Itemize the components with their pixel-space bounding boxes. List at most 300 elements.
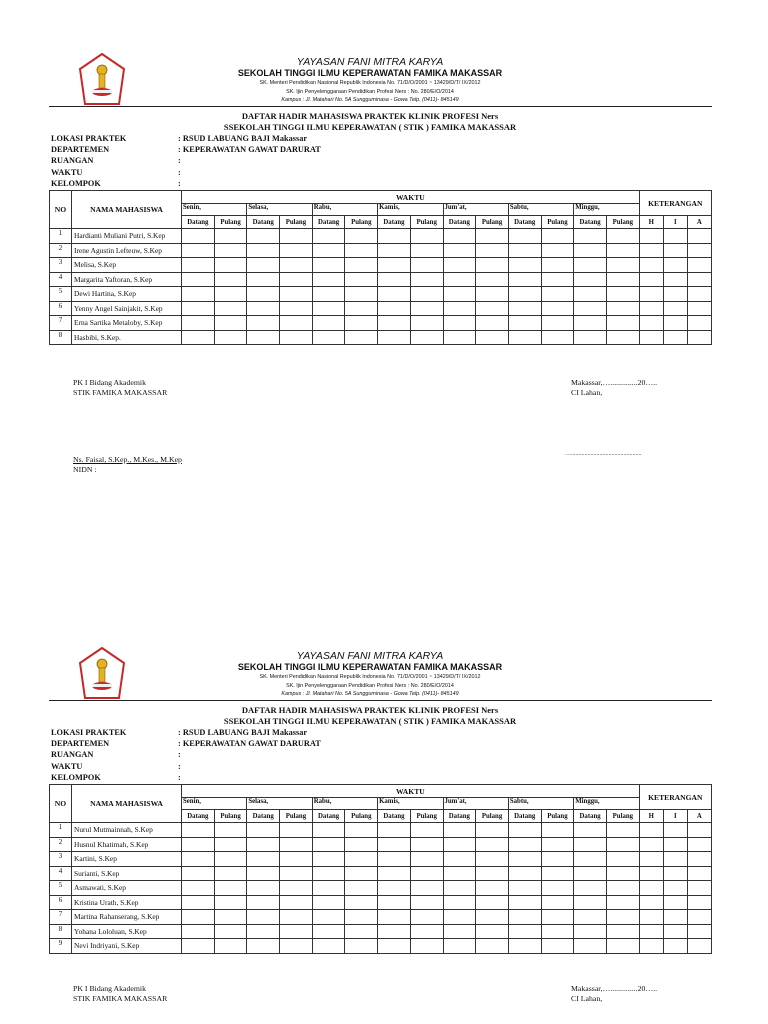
attendance-cell[interactable] — [312, 316, 345, 331]
attendance-cell[interactable] — [606, 852, 639, 867]
attendance-cell[interactable] — [378, 287, 411, 302]
attendance-cell[interactable] — [574, 258, 607, 273]
attendance-cell[interactable] — [541, 272, 574, 287]
attendance-cell[interactable] — [574, 287, 607, 302]
attendance-cell[interactable] — [214, 301, 247, 316]
attendance-cell[interactable] — [443, 939, 476, 954]
attendance-cell[interactable] — [508, 881, 541, 896]
attendance-cell[interactable] — [606, 924, 639, 939]
attendance-cell[interactable] — [410, 316, 443, 331]
attendance-cell[interactable] — [606, 243, 639, 258]
attendance-cell[interactable] — [312, 852, 345, 867]
attendance-cell[interactable] — [663, 866, 687, 881]
attendance-cell[interactable] — [476, 287, 509, 302]
attendance-cell[interactable] — [508, 272, 541, 287]
attendance-cell[interactable] — [214, 924, 247, 939]
attendance-cell[interactable] — [247, 258, 280, 273]
attendance-cell[interactable] — [541, 258, 574, 273]
attendance-cell[interactable] — [574, 910, 607, 925]
attendance-cell[interactable] — [663, 229, 687, 244]
attendance-cell[interactable] — [182, 330, 215, 345]
attendance-cell[interactable] — [476, 243, 509, 258]
attendance-cell[interactable] — [378, 852, 411, 867]
attendance-cell[interactable] — [574, 316, 607, 331]
attendance-cell[interactable] — [663, 287, 687, 302]
attendance-cell[interactable] — [247, 924, 280, 939]
attendance-cell[interactable] — [378, 272, 411, 287]
attendance-cell[interactable] — [410, 287, 443, 302]
attendance-cell[interactable] — [247, 287, 280, 302]
attendance-cell[interactable] — [182, 852, 215, 867]
attendance-cell[interactable] — [378, 895, 411, 910]
attendance-cell[interactable] — [214, 258, 247, 273]
attendance-cell[interactable] — [214, 229, 247, 244]
attendance-cell[interactable] — [476, 910, 509, 925]
attendance-cell[interactable] — [541, 243, 574, 258]
attendance-cell[interactable] — [378, 243, 411, 258]
attendance-cell[interactable] — [476, 301, 509, 316]
attendance-cell[interactable] — [541, 866, 574, 881]
attendance-cell[interactable] — [312, 301, 345, 316]
attendance-cell[interactable] — [312, 272, 345, 287]
attendance-cell[interactable] — [280, 823, 313, 838]
attendance-cell[interactable] — [574, 823, 607, 838]
attendance-cell[interactable] — [345, 229, 378, 244]
attendance-cell[interactable] — [182, 823, 215, 838]
attendance-cell[interactable] — [639, 287, 663, 302]
attendance-cell[interactable] — [182, 939, 215, 954]
attendance-cell[interactable] — [312, 924, 345, 939]
attendance-cell[interactable] — [410, 910, 443, 925]
attendance-cell[interactable] — [687, 301, 711, 316]
attendance-cell[interactable] — [687, 910, 711, 925]
attendance-cell[interactable] — [663, 243, 687, 258]
attendance-cell[interactable] — [476, 258, 509, 273]
attendance-cell[interactable] — [247, 837, 280, 852]
attendance-cell[interactable] — [345, 910, 378, 925]
attendance-cell[interactable] — [280, 910, 313, 925]
attendance-cell[interactable] — [182, 301, 215, 316]
attendance-cell[interactable] — [247, 910, 280, 925]
attendance-cell[interactable] — [541, 895, 574, 910]
attendance-cell[interactable] — [508, 924, 541, 939]
attendance-cell[interactable] — [574, 924, 607, 939]
attendance-cell[interactable] — [687, 852, 711, 867]
attendance-cell[interactable] — [508, 823, 541, 838]
attendance-cell[interactable] — [663, 301, 687, 316]
attendance-cell[interactable] — [247, 301, 280, 316]
attendance-cell[interactable] — [639, 939, 663, 954]
attendance-cell[interactable] — [476, 852, 509, 867]
attendance-cell[interactable] — [443, 924, 476, 939]
attendance-cell[interactable] — [541, 330, 574, 345]
attendance-cell[interactable] — [214, 939, 247, 954]
attendance-cell[interactable] — [345, 316, 378, 331]
attendance-cell[interactable] — [378, 939, 411, 954]
attendance-cell[interactable] — [606, 330, 639, 345]
attendance-cell[interactable] — [574, 866, 607, 881]
attendance-cell[interactable] — [574, 301, 607, 316]
attendance-cell[interactable] — [247, 823, 280, 838]
attendance-cell[interactable] — [687, 229, 711, 244]
ci-label: CI Lahan, — [571, 994, 603, 1003]
attendance-cell[interactable] — [214, 823, 247, 838]
attendance-cell[interactable] — [508, 866, 541, 881]
attendance-cell[interactable] — [687, 881, 711, 896]
attendance-cell[interactable] — [312, 895, 345, 910]
attendance-cell[interactable] — [214, 881, 247, 896]
attendance-cell[interactable] — [443, 272, 476, 287]
letterhead — [170, 650, 570, 699]
attendance-cell[interactable] — [606, 229, 639, 244]
attendance-cell[interactable] — [312, 287, 345, 302]
attendance-cell[interactable] — [247, 939, 280, 954]
attendance-cell[interactable] — [312, 243, 345, 258]
attendance-cell[interactable] — [443, 895, 476, 910]
attendance-cell[interactable] — [508, 939, 541, 954]
attendance-cell[interactable] — [508, 287, 541, 302]
attendance-cell[interactable] — [476, 316, 509, 331]
attendance-cell[interactable] — [574, 837, 607, 852]
attendance-cell[interactable] — [443, 881, 476, 896]
attendance-cell[interactable] — [574, 895, 607, 910]
attendance-cell[interactable] — [410, 866, 443, 881]
attendance-cell[interactable] — [410, 243, 443, 258]
attendance-cell[interactable] — [476, 924, 509, 939]
attendance-cell[interactable] — [182, 881, 215, 896]
attendance-cell[interactable] — [541, 852, 574, 867]
attendance-cell[interactable] — [687, 866, 711, 881]
attendance-cell[interactable] — [508, 316, 541, 331]
attendance-cell[interactable] — [410, 924, 443, 939]
attendance-cell[interactable] — [663, 272, 687, 287]
attendance-cell[interactable] — [378, 881, 411, 896]
attendance-table-1 — [49, 190, 712, 345]
attendance-cell[interactable] — [687, 823, 711, 838]
attendance-cell[interactable] — [443, 316, 476, 331]
attendance-cell[interactable] — [280, 287, 313, 302]
attendance-cell[interactable] — [345, 939, 378, 954]
attendance-cell[interactable] — [182, 837, 215, 852]
attendance-cell[interactable] — [214, 316, 247, 331]
attendance-cell[interactable] — [443, 301, 476, 316]
attendance-cell[interactable] — [247, 881, 280, 896]
attendance-cell[interactable] — [410, 330, 443, 345]
col-no-header: NO — [50, 191, 72, 229]
attendance-cell[interactable] — [378, 316, 411, 331]
attendance-cell[interactable] — [247, 272, 280, 287]
attendance-cell[interactable] — [606, 881, 639, 896]
attendance-cell[interactable] — [663, 939, 687, 954]
attendance-cell[interactable] — [606, 258, 639, 273]
pk-name-block — [73, 455, 182, 475]
attendance-cell[interactable] — [508, 852, 541, 867]
attendance-cell[interactable] — [639, 924, 663, 939]
attendance-cell[interactable] — [541, 837, 574, 852]
attendance-cell[interactable] — [541, 301, 574, 316]
attendance-cell[interactable] — [606, 287, 639, 302]
attendance-cell[interactable] — [541, 939, 574, 954]
attendance-cell[interactable] — [574, 881, 607, 896]
attendance-cell[interactable] — [508, 895, 541, 910]
attendance-cell[interactable] — [663, 258, 687, 273]
attendance-cell[interactable] — [606, 866, 639, 881]
attendance-cell[interactable] — [280, 301, 313, 316]
attendance-cell[interactable] — [606, 272, 639, 287]
attendance-cell[interactable] — [345, 330, 378, 345]
attendance-cell[interactable] — [182, 316, 215, 331]
attendance-cell[interactable] — [687, 330, 711, 345]
attendance-cell[interactable] — [606, 939, 639, 954]
attendance-cell[interactable] — [541, 881, 574, 896]
attendance-cell[interactable] — [410, 881, 443, 896]
attendance-cell[interactable] — [639, 895, 663, 910]
attendance-cell[interactable] — [541, 924, 574, 939]
attendance-cell[interactable] — [280, 272, 313, 287]
attendance-cell[interactable] — [574, 852, 607, 867]
attendance-cell[interactable] — [280, 330, 313, 345]
attendance-cell[interactable] — [443, 866, 476, 881]
attendance-cell[interactable] — [410, 823, 443, 838]
attendance-cell[interactable] — [345, 287, 378, 302]
attendance-cell[interactable] — [443, 258, 476, 273]
attendance-cell[interactable] — [182, 895, 215, 910]
attendance-cell[interactable] — [443, 823, 476, 838]
attendance-cell[interactable] — [182, 924, 215, 939]
attendance-cell[interactable] — [541, 910, 574, 925]
attendance-cell[interactable] — [214, 837, 247, 852]
student-no: 8 — [50, 924, 72, 939]
attendance-cell[interactable] — [280, 895, 313, 910]
attendance-cell[interactable] — [639, 316, 663, 331]
attendance-cell[interactable] — [687, 287, 711, 302]
datang-header: Datang — [508, 810, 541, 823]
attendance-cell[interactable] — [280, 316, 313, 331]
attendance-cell[interactable] — [687, 272, 711, 287]
attendance-cell[interactable] — [639, 852, 663, 867]
attendance-cell[interactable] — [639, 837, 663, 852]
attendance-cell[interactable] — [687, 924, 711, 939]
attendance-cell[interactable] — [574, 229, 607, 244]
attendance-cell[interactable] — [639, 866, 663, 881]
attendance-cell[interactable] — [606, 837, 639, 852]
attendance-cell[interactable] — [639, 330, 663, 345]
attendance-cell[interactable] — [443, 852, 476, 867]
attendance-cell[interactable] — [508, 258, 541, 273]
attendance-cell[interactable] — [378, 866, 411, 881]
attendance-cell[interactable] — [214, 910, 247, 925]
attendance-cell[interactable] — [247, 330, 280, 345]
attendance-cell[interactable] — [508, 243, 541, 258]
attendance-cell[interactable] — [280, 924, 313, 939]
attendance-cell[interactable] — [443, 287, 476, 302]
attendance-cell[interactable] — [182, 866, 215, 881]
attendance-cell[interactable] — [247, 316, 280, 331]
attendance-cell[interactable] — [410, 895, 443, 910]
attendance-cell[interactable] — [687, 895, 711, 910]
attendance-cell[interactable] — [476, 837, 509, 852]
attendance-cell[interactable] — [378, 229, 411, 244]
attendance-cell[interactable] — [541, 229, 574, 244]
attendance-cell[interactable] — [443, 243, 476, 258]
attendance-cell[interactable] — [182, 910, 215, 925]
attendance-cell[interactable] — [214, 895, 247, 910]
attendance-cell[interactable] — [312, 837, 345, 852]
attendance-cell[interactable] — [280, 881, 313, 896]
attendance-cell[interactable] — [378, 837, 411, 852]
day-header: Jum'at, — [443, 204, 508, 216]
attendance-cell[interactable] — [345, 243, 378, 258]
attendance-cell[interactable] — [345, 301, 378, 316]
attendance-cell[interactable] — [663, 837, 687, 852]
attendance-cell[interactable] — [443, 837, 476, 852]
attendance-cell[interactable] — [574, 939, 607, 954]
attendance-cell[interactable] — [476, 272, 509, 287]
attendance-cell[interactable] — [312, 939, 345, 954]
attendance-cell[interactable] — [214, 287, 247, 302]
attendance-cell[interactable] — [410, 301, 443, 316]
attendance-cell[interactable] — [663, 330, 687, 345]
attendance-cell[interactable] — [639, 272, 663, 287]
attendance-cell[interactable] — [639, 229, 663, 244]
attendance-cell[interactable] — [312, 258, 345, 273]
attendance-cell[interactable] — [687, 939, 711, 954]
attendance-cell[interactable] — [410, 939, 443, 954]
attendance-cell[interactable] — [247, 243, 280, 258]
attendance-cell[interactable] — [476, 939, 509, 954]
attendance-cell[interactable] — [345, 895, 378, 910]
attendance-cell[interactable] — [247, 852, 280, 867]
attendance-cell[interactable] — [182, 258, 215, 273]
attendance-cell[interactable] — [378, 330, 411, 345]
attendance-cell[interactable] — [663, 823, 687, 838]
attendance-cell[interactable] — [687, 837, 711, 852]
attendance-cell[interactable] — [378, 910, 411, 925]
attendance-cell[interactable] — [214, 866, 247, 881]
attendance-cell[interactable] — [280, 837, 313, 852]
attendance-cell[interactable] — [476, 866, 509, 881]
attendance-cell[interactable] — [508, 837, 541, 852]
attendance-cell[interactable] — [606, 316, 639, 331]
attendance-cell[interactable] — [345, 924, 378, 939]
attendance-cell[interactable] — [214, 330, 247, 345]
attendance-cell[interactable] — [508, 910, 541, 925]
attendance-cell[interactable] — [378, 823, 411, 838]
attendance-cell[interactable] — [476, 229, 509, 244]
attendance-cell[interactable] — [312, 866, 345, 881]
attendance-cell[interactable] — [345, 258, 378, 273]
attendance-cell[interactable] — [541, 287, 574, 302]
attendance-cell[interactable] — [663, 852, 687, 867]
attendance-cell[interactable] — [574, 272, 607, 287]
attendance-cell[interactable] — [639, 823, 663, 838]
attendance-cell[interactable] — [639, 301, 663, 316]
attendance-cell[interactable] — [214, 272, 247, 287]
attendance-cell[interactable] — [378, 258, 411, 273]
attendance-cell[interactable] — [312, 823, 345, 838]
attendance-cell[interactable] — [182, 272, 215, 287]
attendance-cell[interactable] — [639, 258, 663, 273]
attendance-cell[interactable] — [443, 229, 476, 244]
attendance-cell[interactable] — [410, 272, 443, 287]
attendance-cell[interactable] — [476, 823, 509, 838]
attendance-cell[interactable] — [606, 910, 639, 925]
attendance-cell[interactable] — [443, 910, 476, 925]
attendance-cell[interactable] — [280, 866, 313, 881]
attendance-cell[interactable] — [541, 823, 574, 838]
attendance-cell[interactable] — [312, 229, 345, 244]
attendance-cell[interactable] — [687, 243, 711, 258]
attendance-cell[interactable] — [182, 243, 215, 258]
student-name: Margarita Yaftoran, S.Kep — [72, 272, 182, 287]
attendance-cell[interactable] — [280, 852, 313, 867]
attendance-cell[interactable] — [247, 895, 280, 910]
attendance-cell[interactable] — [345, 881, 378, 896]
attendance-cell[interactable] — [345, 852, 378, 867]
attendance-cell[interactable] — [280, 258, 313, 273]
attendance-cell[interactable] — [410, 229, 443, 244]
attendance-cell[interactable] — [476, 330, 509, 345]
attendance-cell[interactable] — [639, 243, 663, 258]
attendance-cell[interactable] — [639, 881, 663, 896]
attendance-cell[interactable] — [606, 895, 639, 910]
attendance-cell[interactable] — [508, 301, 541, 316]
attendance-cell[interactable] — [663, 924, 687, 939]
attendance-cell[interactable] — [312, 330, 345, 345]
attendance-cell[interactable] — [476, 881, 509, 896]
attendance-cell[interactable] — [378, 301, 411, 316]
attendance-cell[interactable] — [345, 823, 378, 838]
attendance-cell[interactable] — [345, 837, 378, 852]
attendance-cell[interactable] — [508, 229, 541, 244]
attendance-cell[interactable] — [663, 316, 687, 331]
attendance-cell[interactable] — [508, 330, 541, 345]
attendance-cell[interactable] — [663, 881, 687, 896]
attendance-cell[interactable] — [476, 895, 509, 910]
attendance-cell[interactable] — [312, 910, 345, 925]
attendance-cell[interactable] — [214, 852, 247, 867]
attendance-cell[interactable] — [410, 258, 443, 273]
attendance-cell[interactable] — [280, 229, 313, 244]
attendance-cell[interactable] — [214, 243, 247, 258]
attendance-cell[interactable] — [280, 243, 313, 258]
attendance-cell[interactable] — [663, 910, 687, 925]
attendance-cell[interactable] — [247, 229, 280, 244]
col-waktu-header: WAKTU — [182, 191, 640, 204]
attendance-cell[interactable] — [687, 316, 711, 331]
attendance-cell[interactable] — [443, 330, 476, 345]
attendance-cell[interactable] — [574, 330, 607, 345]
attendance-cell[interactable] — [182, 229, 215, 244]
attendance-cell[interactable] — [639, 910, 663, 925]
attendance-cell[interactable] — [410, 852, 443, 867]
attendance-cell[interactable] — [312, 881, 345, 896]
attendance-cell[interactable] — [663, 895, 687, 910]
attendance-cell[interactable] — [687, 258, 711, 273]
col-keterangan-header: KETERANGAN — [639, 785, 711, 810]
attendance-cell[interactable] — [574, 243, 607, 258]
attendance-cell[interactable] — [606, 301, 639, 316]
attendance-cell[interactable] — [182, 287, 215, 302]
attendance-cell[interactable] — [378, 924, 411, 939]
attendance-cell[interactable] — [247, 866, 280, 881]
attendance-cell[interactable] — [410, 837, 443, 852]
attendance-cell[interactable] — [280, 939, 313, 954]
attendance-cell[interactable] — [541, 316, 574, 331]
attendance-cell[interactable] — [345, 866, 378, 881]
attendance-cell[interactable] — [345, 272, 378, 287]
attendance-cell[interactable] — [606, 823, 639, 838]
